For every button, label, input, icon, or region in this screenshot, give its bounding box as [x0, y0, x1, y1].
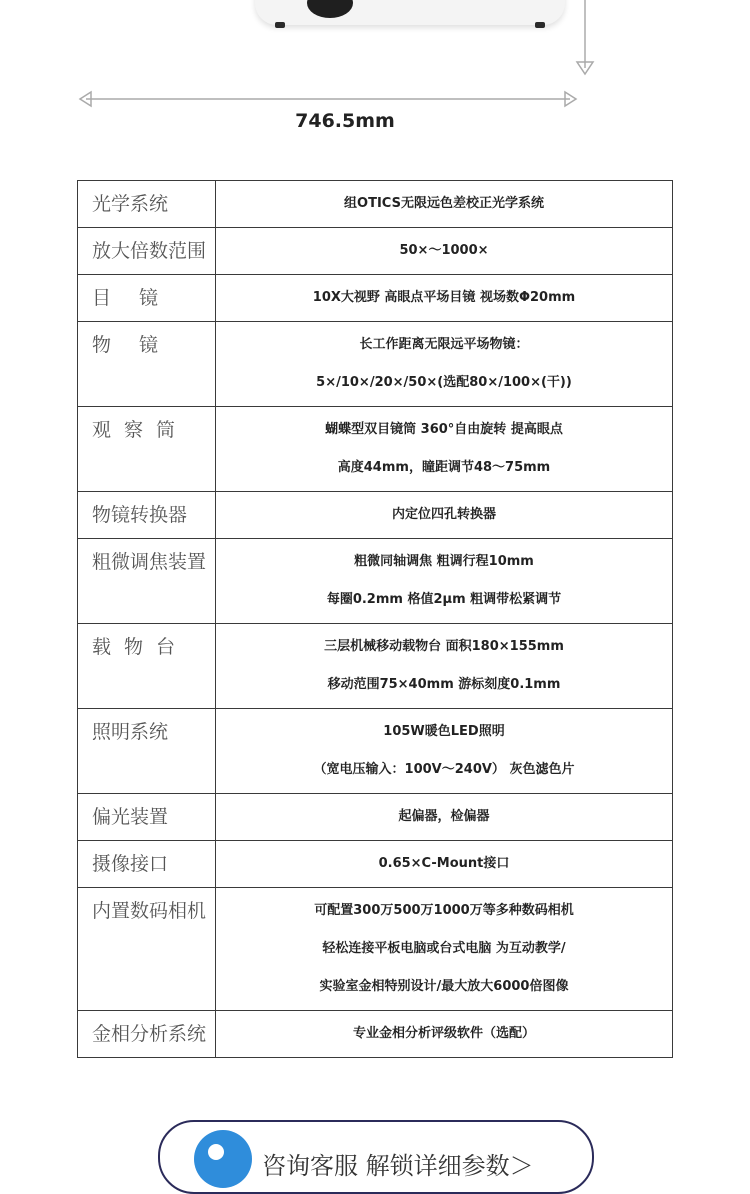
table-row — [78, 275, 673, 322]
spec-label-text: 粗微调焦装置 — [92, 551, 207, 573]
spec-label-text: 物镜转换器 — [92, 504, 188, 526]
customer-service-button[interactable] — [158, 1120, 594, 1194]
spec-value-line: 粗微同轴调焦 粗调行程10mm — [354, 554, 534, 569]
table-row — [78, 794, 673, 841]
spec-value — [216, 322, 673, 407]
table-row — [78, 624, 673, 709]
spec-value — [216, 709, 673, 794]
spec-label-text: 物镜 — [92, 334, 187, 356]
spec-label — [78, 492, 216, 539]
spec-value-line: 10X大视野 高眼点平场目镜 视场数Φ20mm — [312, 290, 576, 305]
table-row — [78, 539, 673, 624]
spec-label — [78, 709, 216, 794]
spec-label — [78, 228, 216, 275]
spec-label — [78, 794, 216, 841]
spec-value — [216, 181, 673, 228]
spec-label-text: 光学系统 — [92, 193, 169, 215]
table-row — [78, 1011, 673, 1058]
spec-table — [77, 180, 673, 1058]
spec-label — [78, 539, 216, 624]
spec-value-line: 移动范围75×40mm 游标刻度0.1mm — [327, 677, 561, 692]
spec-value-line: 三层机械移动载物台 面积180×155mm — [324, 639, 564, 654]
spec-value — [216, 1011, 673, 1058]
table-row — [78, 841, 673, 888]
spec-value-line: 5×/10×/20×/50×(选配80×/100×(干)) — [316, 375, 572, 390]
spec-value-line: 高度44mm，瞳距调节48～75mm — [337, 460, 551, 475]
spec-value-line: 50×～1000× — [399, 243, 489, 258]
spec-label-text: 摄像接口 — [92, 853, 169, 875]
spec-value-line: 可配置300万500万1000万等多种数码相机 — [314, 903, 574, 918]
spec-value-line: 组OTICS无限远色差校正光学系统 — [344, 196, 544, 211]
spec-label — [78, 407, 216, 492]
table-row — [78, 228, 673, 275]
spec-value — [216, 492, 673, 539]
mascot-icon — [194, 1130, 252, 1188]
spec-value — [216, 407, 673, 492]
spec-label-text: 偏光装置 — [92, 806, 169, 828]
spec-value-line: 实验室金相特别设计/最大放大6000倍图像 — [319, 979, 569, 994]
spec-value-line: 每圈0.2mm 格值2μm 粗调带松紧调节 — [326, 592, 562, 607]
table-row — [78, 181, 673, 228]
spec-value — [216, 275, 673, 322]
spec-value-line: 内定位四孔转换器 — [391, 507, 496, 522]
table-row — [78, 888, 673, 1011]
spec-label — [78, 322, 216, 407]
spec-label-text: 照明系统 — [92, 721, 169, 743]
width-dimension-label: 746.5mm — [295, 110, 395, 132]
table-row — [78, 492, 673, 539]
table-row — [78, 407, 673, 492]
spec-label-text: 金相分析系统 — [92, 1023, 207, 1045]
spec-label — [78, 624, 216, 709]
spec-label-text: 放大倍数范围 — [92, 240, 207, 262]
table-row — [78, 709, 673, 794]
spec-label-text: 内置数码相机 — [92, 900, 207, 922]
spec-label — [78, 1011, 216, 1058]
spec-label — [78, 181, 216, 228]
spec-value-line: 105W暖色LED照明 — [383, 724, 505, 739]
spec-value — [216, 888, 673, 1011]
spec-value-line: 起偏器，检偏器 — [398, 809, 490, 824]
spec-label — [78, 275, 216, 322]
spec-label — [78, 841, 216, 888]
spec-label-text: 观察筒 — [92, 419, 189, 441]
spec-value — [216, 841, 673, 888]
spec-label-text: 载物台 — [92, 636, 189, 658]
spec-value-line: 蝴蝶型双目镜筒 360°自由旋转 提高眼点 — [325, 422, 563, 437]
spec-value-line: 专业金相分析评级软件（选配） — [352, 1026, 535, 1041]
table-row — [78, 322, 673, 407]
spec-value-line: 长工作距离无限远平场物镜： — [359, 337, 529, 352]
spec-value — [216, 624, 673, 709]
spec-value-line: （宽电压输入：100V～240V） 灰色滤色片 — [313, 762, 575, 777]
spec-label — [78, 888, 216, 1011]
spec-value-line: 0.65×C-Mount接口 — [378, 856, 510, 871]
spec-value — [216, 539, 673, 624]
spec-label-text: 目镜 — [92, 287, 187, 309]
customer-service-label: 咨询客服 解锁详细参数＞ — [262, 1152, 534, 1180]
spec-value-line: 轻松连接平板电脑或台式电脑 为互动教学/ — [322, 941, 566, 956]
spec-value — [216, 794, 673, 841]
spec-value — [216, 228, 673, 275]
